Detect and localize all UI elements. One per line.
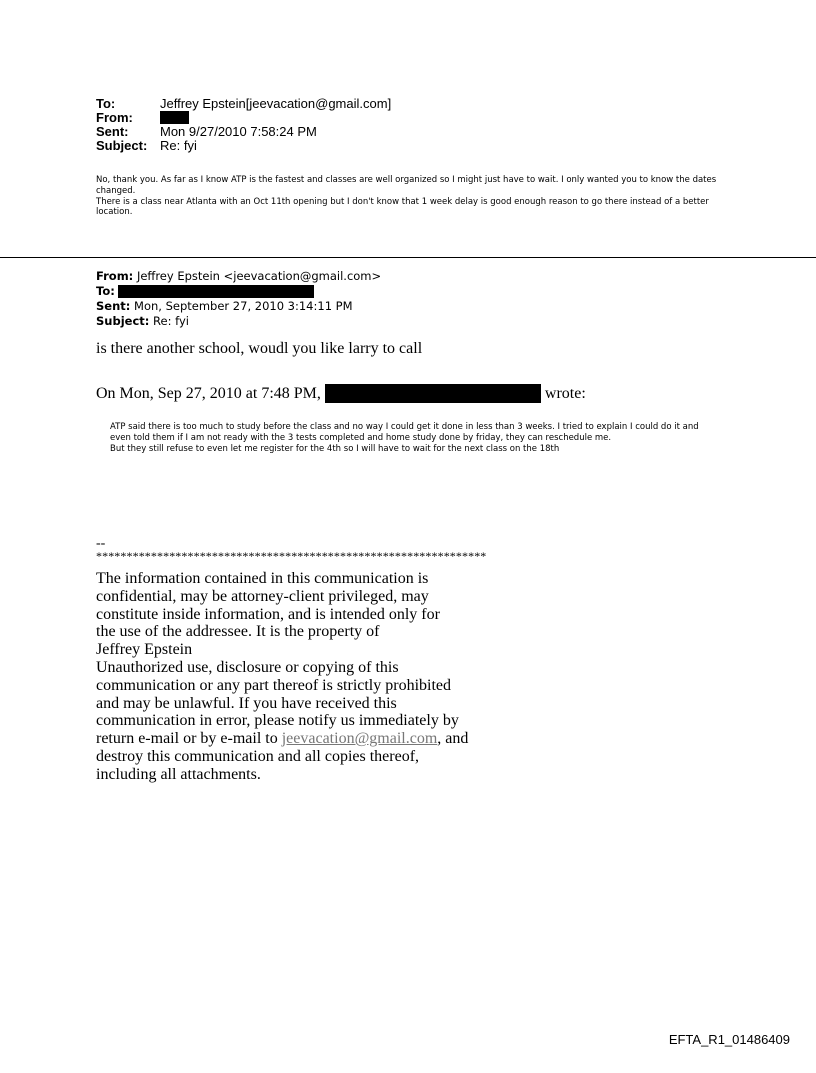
redaction-box [325,384,541,403]
return-suffix: , and [437,730,469,748]
subject-row [96,139,391,153]
sent-row [96,125,391,139]
reply-paragraph: No, thank you. As far as I know ATP is the fastest and classes are well organized so I might just have to wait. I only wanted you to know the dates changed. [96,175,717,196]
confidentiality-notice [96,570,476,784]
signature-dashes: -- [96,536,106,551]
quoted-sent-value: Mon, September 27, 2010 3:14:11 PM [134,299,353,313]
quoted-paragraph: But they still refuse to even let me register for the 4th so I will have to wait for the next class on the 18th [110,444,560,454]
notice-line: The information contained in this communication is [96,570,429,587]
subject-label: Subject: [96,138,148,153]
notice-line: communication in error, please notify us immediately by [96,712,459,730]
on-wrote-line [96,384,586,403]
to-label: To: [96,96,116,111]
quoted-subject-value: Re: fyi [153,314,189,328]
notice-line: constitute inside information, and is intended only for [96,605,440,623]
sent-label: Sent: [96,124,129,139]
notice-line: Jeffrey Epstein [96,641,193,659]
return-prefix: return e-mail or by e-mail to [96,730,282,748]
from-label: From: [96,110,133,125]
redaction-box [118,285,314,298]
quoted-sent-label: Sent: [96,299,131,313]
quoted-to-row [96,284,381,299]
document-id: EFTA_R1_01486409 [668,1032,790,1047]
subject-value: Re: fyi [160,138,197,153]
notice-line: Unauthorized use, disclosure or copying of this [96,658,399,676]
top-email-header [96,97,391,153]
on-wrote-suffix: wrote: [544,384,586,402]
quoted-paragraph: ATP said there is too much to study before the class and no way I could get it done in less than 3 weeks. I tried to explain I could do it and even told them if I am not ready with the 3 tests completed and home study done by friday, they can reschedule me. [110,422,699,443]
notice-line: confidential, may be attorney-client privileged, may [96,587,429,605]
notice-line [96,730,476,748]
sent-value: Mon 9/27/2010 7:58:24 PM [160,124,317,139]
notice-line: and may be unlawful. If you have received this [96,694,397,712]
notice-line: communication or any part thereof is strictly prohibited [96,676,452,694]
quoted-from-label: From: [96,269,134,283]
message-text: is there another school, woudl you like larry to call [96,340,423,357]
quoted-from-value: Jeffrey Epstein <jeevacation@gmail.com> [136,269,382,283]
to-value: Jeffrey Epstein[jeevacation@gmail.com] [160,96,392,111]
notice-line: destroy this communication and all copies thereof, [96,747,420,765]
email-link[interactable]: jeevacation@gmail.com [281,730,438,748]
quoted-subject-label: Subject: [96,314,150,328]
quoted-sent-row [96,299,381,314]
quoted-subject-row [96,314,381,329]
quoted-email-header [96,269,381,329]
redaction-box [160,111,189,124]
quoted-to-label: To: [96,284,115,298]
reply-body [96,175,721,218]
signature-stars: **************************************************************** [96,549,487,563]
quoted-text [110,422,722,455]
from-row [96,111,391,125]
divider-line [0,257,816,258]
notice-line: the use of the addressee. It is the property of [96,623,380,641]
reply-paragraph: There is a class near Atlanta with an Oct 11th opening but I don't know that 1 week delay is good enough reason to go there instead of a better location. [96,196,709,218]
quoted-from-row [96,269,381,284]
to-row [96,97,391,111]
notice-line: including all attachments. [96,765,261,783]
on-wrote-prefix: On Mon, Sep 27, 2010 at 7:48 PM, [96,384,321,402]
